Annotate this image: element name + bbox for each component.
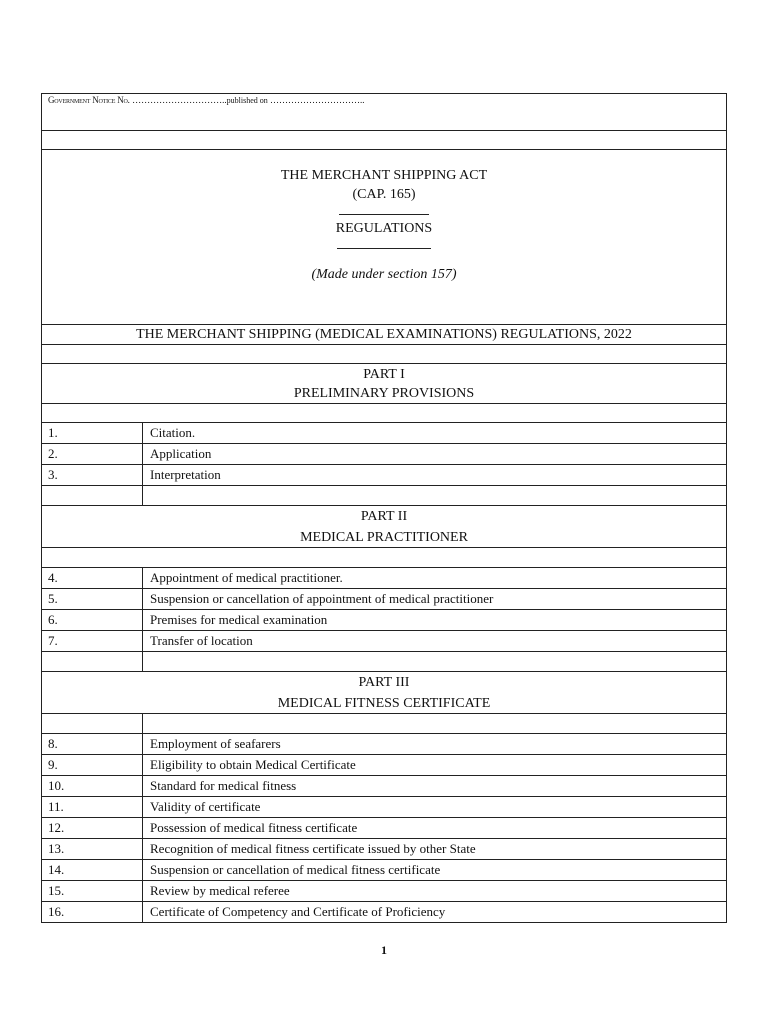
spacer-row xyxy=(42,404,727,423)
page-number: 1 xyxy=(381,943,387,957)
regulation-number: 13. xyxy=(42,839,143,860)
spacer-row xyxy=(42,714,727,734)
government-notice-line xyxy=(42,94,726,105)
regulation-title: Suspension or cancellation of appointment of medical practitioner xyxy=(143,589,727,610)
regulation-number: 5. xyxy=(42,589,143,610)
table-row xyxy=(42,755,727,776)
spacer-row xyxy=(42,548,727,568)
title-block xyxy=(42,150,727,325)
table-row xyxy=(42,860,727,881)
regulation-number: 14. xyxy=(42,860,143,881)
contents-table xyxy=(41,93,727,923)
table-row xyxy=(42,818,727,839)
table-row xyxy=(42,589,727,610)
table-row xyxy=(42,465,727,486)
regulation-number: 15. xyxy=(42,881,143,902)
part-heading-row xyxy=(42,506,727,548)
regulation-title: Citation. xyxy=(143,423,727,444)
regulation-title: Certificate of Competency and Certificate of Proficiency xyxy=(143,902,727,923)
regulation-number: 2. xyxy=(42,444,143,465)
table-row xyxy=(42,797,727,818)
regulation-title: Appointment of medical practitioner. xyxy=(143,568,727,589)
regulation-title: Premises for medical examination xyxy=(143,610,727,631)
regulation-number: 6. xyxy=(42,610,143,631)
part-heading-row xyxy=(42,364,727,404)
spacer-row xyxy=(42,131,727,150)
regulations-heading: REGULATIONS xyxy=(335,221,433,236)
regulation-title: Eligibility to obtain Medical Certificate xyxy=(143,755,727,776)
regulation-title: Recognition of medical fitness certificate issued by other State xyxy=(143,839,727,860)
part-label: PART II xyxy=(360,509,408,524)
regulation-title: Application xyxy=(143,444,727,465)
regulation-title: Standard for medical fitness xyxy=(143,776,727,797)
regulation-number: 16. xyxy=(42,902,143,923)
table-row xyxy=(42,902,727,923)
regulation-title: Review by medical referee xyxy=(143,881,727,902)
part-title: MEDICAL PRACTITIONER xyxy=(300,530,468,545)
regulation-number: 11. xyxy=(42,797,143,818)
notice-prefix: Government Notice No xyxy=(48,95,128,105)
part-heading-row xyxy=(42,672,727,714)
table-row xyxy=(42,423,727,444)
table-row xyxy=(42,444,727,465)
cap-number: (CAP. 165) xyxy=(352,187,416,202)
regulation-title: Possession of medical fitness certificate xyxy=(143,818,727,839)
table-row xyxy=(42,776,727,797)
table-row xyxy=(42,734,727,755)
regulation-name: THE MERCHANT SHIPPING (MEDICAL EXAMINATIONS) REGULATIONS, 2022 xyxy=(42,325,727,345)
table-row xyxy=(42,610,727,631)
spacer-row xyxy=(42,652,727,672)
regulation-number: 1. xyxy=(42,423,143,444)
regulation-number: 10. xyxy=(42,776,143,797)
published-dots: ………………………….. xyxy=(267,95,365,105)
spacer-row xyxy=(42,486,727,506)
table-row xyxy=(42,881,727,902)
part-label: PART I xyxy=(363,367,405,382)
regulation-number: 3. xyxy=(42,465,143,486)
part-title: PRELIMINARY PROVISIONS xyxy=(293,386,475,401)
notice-row xyxy=(42,94,727,131)
table-row xyxy=(42,568,727,589)
notice-dots: . ………………………….. xyxy=(127,95,227,105)
regulation-title: Suspension or cancellation of medical fitness certificate xyxy=(143,860,727,881)
published-on-label: published on xyxy=(226,96,268,105)
made-under-section: (Made under section 157) xyxy=(311,267,457,282)
table-row xyxy=(42,839,727,860)
regulation-number: 12. xyxy=(42,818,143,839)
act-title: THE MERCHANT SHIPPING ACT xyxy=(280,168,488,183)
title-rule-top xyxy=(339,204,429,215)
table-row xyxy=(42,631,727,652)
regulation-title: Validity of certificate xyxy=(143,797,727,818)
regulation-number: 4. xyxy=(42,568,143,589)
document-page xyxy=(41,93,727,923)
regulation-title: Interpretation xyxy=(143,465,727,486)
regulation-number: 9. xyxy=(42,755,143,776)
regulation-number: 8. xyxy=(42,734,143,755)
regulation-number: 7. xyxy=(42,631,143,652)
regulation-title: Transfer of location xyxy=(143,631,727,652)
part-label: PART III xyxy=(358,675,410,690)
regulation-name-row xyxy=(42,325,727,345)
part-title: MEDICAL FITNESS CERTIFICATE xyxy=(277,696,491,711)
spacer-row xyxy=(42,345,727,364)
title-rule-bottom xyxy=(337,238,431,249)
regulation-title: Employment of seafarers xyxy=(143,734,727,755)
